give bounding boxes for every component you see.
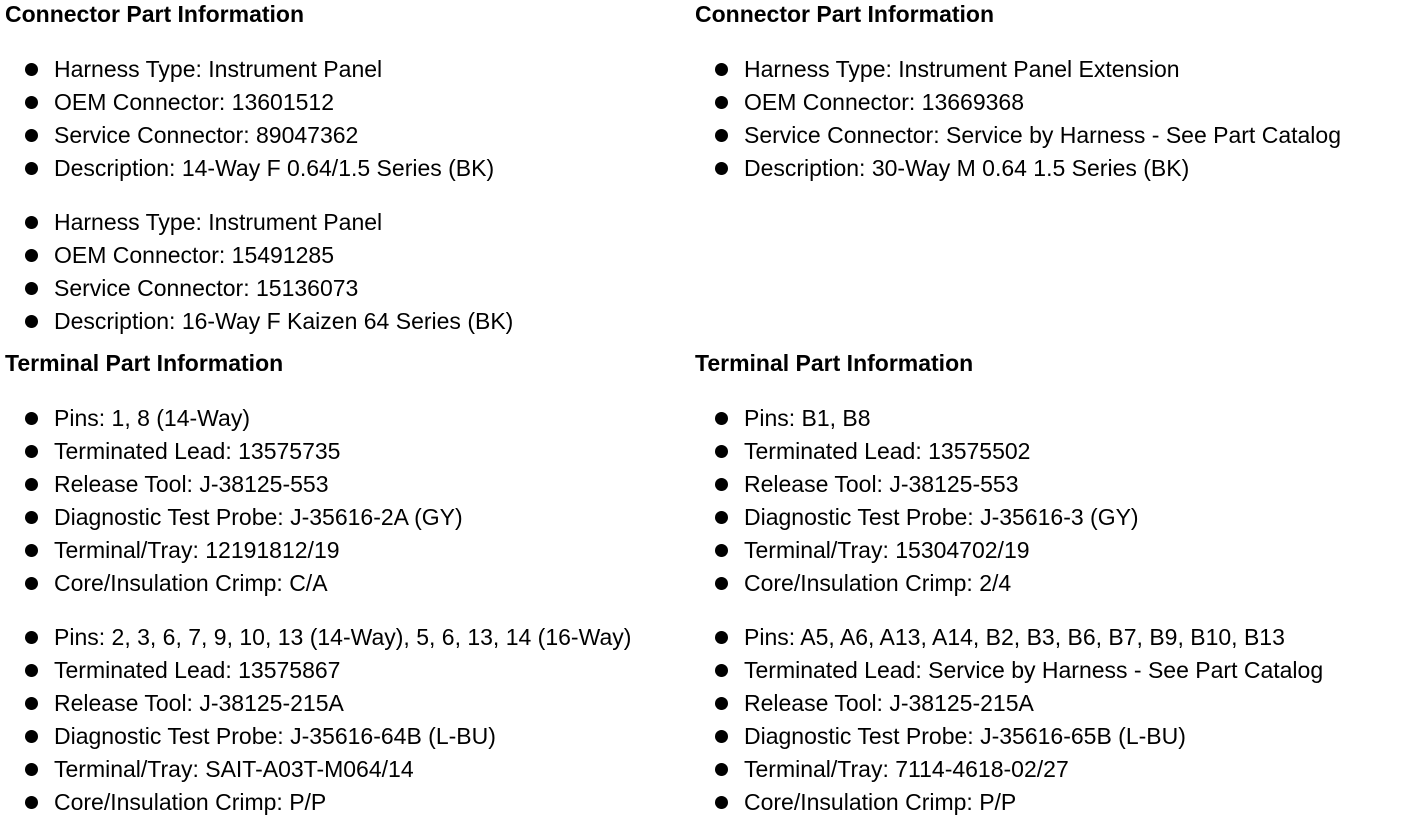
bullet-icon [25, 249, 38, 262]
bullet-icon [715, 577, 728, 590]
list-item: Harness Type: Instrument Panel Extension [695, 53, 1341, 86]
list-item: Terminated Lead: 13575867 [5, 654, 631, 687]
list-item: Diagnostic Test Probe: J-35616-2A (GY) [5, 501, 463, 534]
bullet-icon [25, 63, 38, 76]
list-item: Release Tool: J-38125-553 [695, 468, 1139, 501]
list-item: Service Connector: Service by Harness - See Part Catalog [695, 119, 1341, 152]
terminal-list-1 [5, 402, 463, 600]
bullet-icon [715, 730, 728, 743]
list-item: Terminal/Tray: SAIT-A03T-M064/14 [5, 753, 631, 786]
bullet-icon [25, 162, 38, 175]
bullet-icon [25, 216, 38, 229]
bullet-icon [715, 412, 728, 425]
connector-list-1 [5, 53, 494, 185]
bullet-icon [25, 631, 38, 644]
bullet-icon [25, 478, 38, 491]
bullet-icon [25, 544, 38, 557]
bullet-icon [715, 63, 728, 76]
list-item: Pins: 2, 3, 6, 7, 9, 10, 13 (14-Way), 5, 6, 13, 14 (16-Way) [5, 621, 631, 654]
bullet-icon [25, 96, 38, 109]
bullet-icon [715, 511, 728, 524]
bullet-icon [715, 544, 728, 557]
list-item: Service Connector: 15136073 [5, 272, 513, 305]
list-item: Harness Type: Instrument Panel [5, 53, 494, 86]
bullet-icon [25, 664, 38, 677]
terminal-list-1 [695, 402, 1139, 600]
connector-list-1 [695, 53, 1341, 185]
list-item: Terminal/Tray: 15304702/19 [695, 534, 1139, 567]
list-item: Service Connector: 89047362 [5, 119, 494, 152]
list-item: Release Tool: J-38125-215A [695, 687, 1323, 720]
bullet-icon [715, 697, 728, 710]
list-item: Pins: A5, A6, A13, A14, B2, B3, B6, B7, B9, B10, B13 [695, 621, 1323, 654]
list-item: Pins: B1, B8 [695, 402, 1139, 435]
list-item: OEM Connector: 15491285 [5, 239, 513, 272]
list-item: Release Tool: J-38125-553 [5, 468, 463, 501]
list-item: Pins: 1, 8 (14-Way) [5, 402, 463, 435]
bullet-icon [25, 577, 38, 590]
terminal-list-2 [695, 621, 1323, 819]
list-item: Terminal/Tray: 7114-4618-02/27 [695, 753, 1323, 786]
bullet-icon [25, 763, 38, 776]
list-item: Diagnostic Test Probe: J-35616-65B (L-BU) [695, 720, 1323, 753]
bullet-icon [25, 315, 38, 328]
bullet-icon [715, 445, 728, 458]
bullet-icon [25, 730, 38, 743]
bullet-icon [25, 511, 38, 524]
terminal-list-2 [5, 621, 631, 819]
list-item: Core/Insulation Crimp: 2/4 [695, 567, 1139, 600]
bullet-icon [25, 697, 38, 710]
connector-part-info-title: Connector Part Information [695, 1, 995, 27]
bullet-icon [25, 129, 38, 142]
bullet-icon [715, 478, 728, 491]
list-item: Terminal/Tray: 12191812/19 [5, 534, 463, 567]
bullet-icon [25, 412, 38, 425]
list-item: Core/Insulation Crimp: P/P [5, 786, 631, 819]
bullet-icon [715, 796, 728, 809]
list-item: Diagnostic Test Probe: J-35616-64B (L-BU) [5, 720, 631, 753]
bullet-icon [25, 796, 38, 809]
list-item: Core/Insulation Crimp: P/P [695, 786, 1323, 819]
bullet-icon [715, 162, 728, 175]
list-item: Release Tool: J-38125-215A [5, 687, 631, 720]
list-item: Terminated Lead: Service by Harness - See Part Catalog [695, 654, 1323, 687]
list-item: OEM Connector: 13669368 [695, 86, 1341, 119]
bullet-icon [715, 129, 728, 142]
bullet-icon [25, 282, 38, 295]
bullet-icon [25, 445, 38, 458]
bullet-icon [715, 631, 728, 644]
list-item: Description: 30-Way M 0.64 1.5 Series (BK) [695, 152, 1341, 185]
list-item: Harness Type: Instrument Panel [5, 206, 513, 239]
bullet-icon [715, 96, 728, 109]
list-item: Description: 16-Way F Kaizen 64 Series (BK) [5, 305, 513, 338]
list-item: Core/Insulation Crimp: C/A [5, 567, 463, 600]
list-item: Terminated Lead: 13575502 [695, 435, 1139, 468]
list-item: Diagnostic Test Probe: J-35616-3 (GY) [695, 501, 1139, 534]
bullet-icon [715, 664, 728, 677]
bullet-icon [715, 763, 728, 776]
list-item: OEM Connector: 13601512 [5, 86, 494, 119]
terminal-part-info-title: Terminal Part Information [695, 350, 974, 376]
connector-list-2 [5, 206, 513, 338]
list-item: Description: 14-Way F 0.64/1.5 Series (BK) [5, 152, 494, 185]
terminal-part-info-title: Terminal Part Information [5, 350, 284, 376]
connector-part-info-title: Connector Part Information [5, 1, 305, 27]
list-item: Terminated Lead: 13575735 [5, 435, 463, 468]
